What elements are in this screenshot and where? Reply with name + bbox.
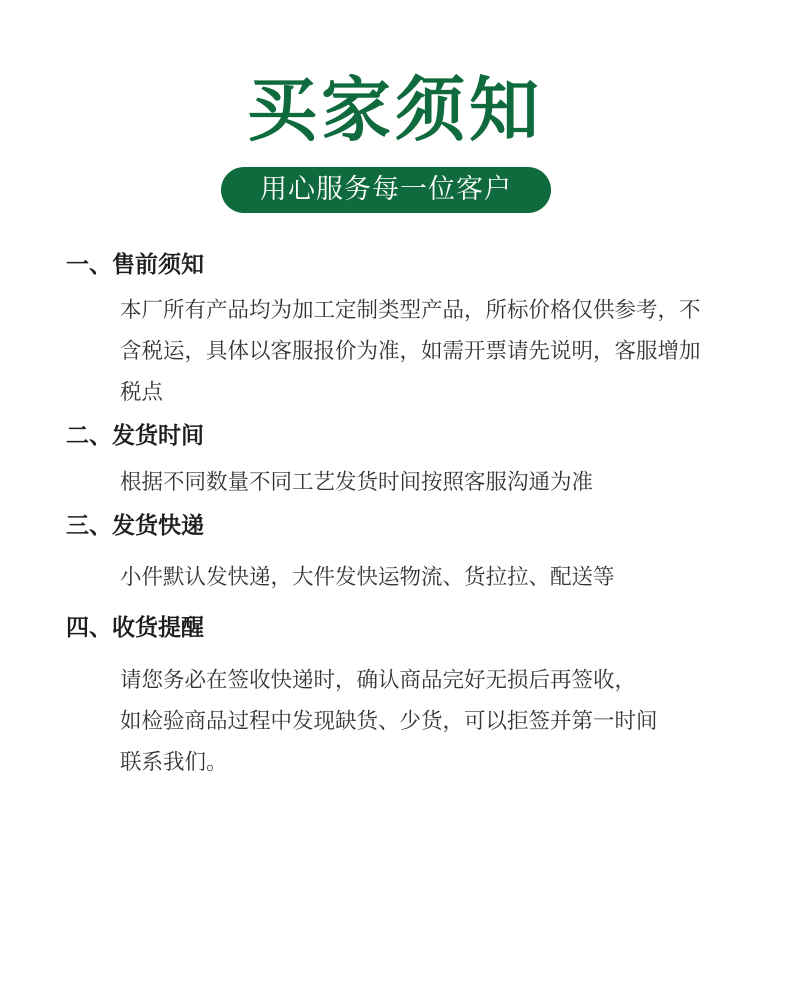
body-line: 税点 [120, 380, 164, 405]
body-line: 小件默认发快递，大件发快运物流、货拉拉、配送等 [120, 565, 615, 590]
subtitle-banner: 用心服务每一位客户 [221, 167, 551, 213]
section-heading-pre-sale: 一、售前须知 [66, 252, 204, 278]
body-line: 根据不同数量不同工艺发货时间按照客服沟通为准 [120, 470, 594, 495]
section-body-pre-sale [120, 290, 770, 413]
body-line: 本厂所有产品均为加工定制类型产品，所标价格仅供参考，不 [120, 298, 701, 323]
section-heading-receipt-reminder: 四、收货提醒 [66, 615, 204, 641]
body-line: 如检验商品过程中发现缺货、少货，可以拒签并第一时间 [120, 709, 658, 734]
section-body-courier [120, 557, 770, 598]
section-body-receipt-reminder [120, 660, 770, 783]
section-heading-courier: 三、发货快递 [66, 513, 204, 539]
body-line: 含税运，具体以客服报价为准，如需开票请先说明，客服增加 [120, 339, 701, 364]
section-body-delivery-time [120, 462, 770, 503]
page-title: 买家须知 [247, 69, 543, 151]
section-heading-delivery-time: 二、发货时间 [66, 423, 204, 449]
body-line: 联系我们。 [120, 750, 228, 775]
body-line: 请您务必在签收快递时，确认商品完好无损后再签收， [120, 668, 637, 693]
